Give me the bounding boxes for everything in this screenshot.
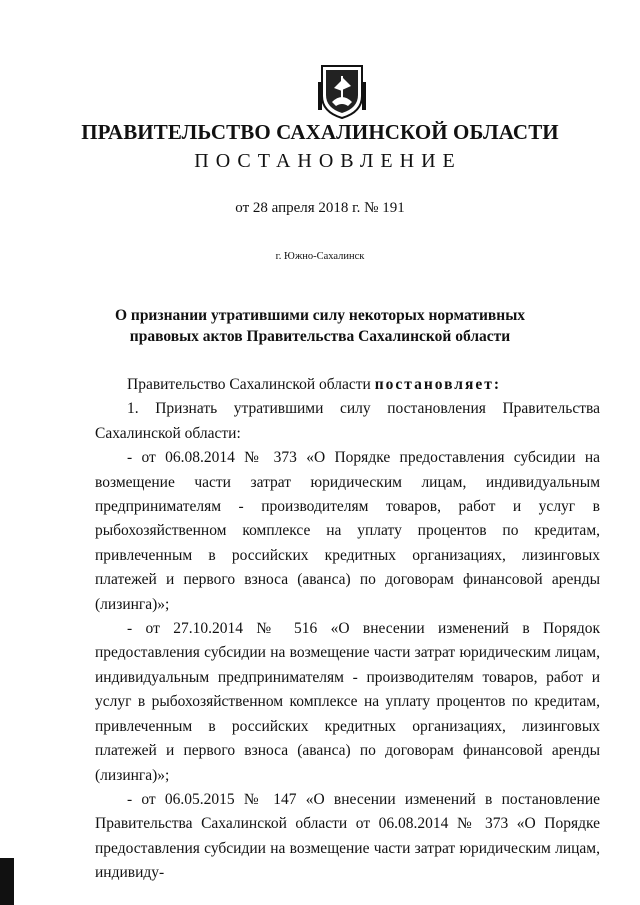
intro-verb: постановляет: xyxy=(374,376,502,393)
document-subject xyxy=(100,305,540,347)
act-1-paragraph: - от 06.08.2014 № 373 «О Порядке предоставления субсидии на возмещение части затрат юридическим лицам, индивидуальным предпринимателям - производителям товаров, работ и услуг в рыбохозяйственном комплексе на уплату процентов по кредитам, привлеченным в российских кредитных организациях, лизинговых платежей и первого взноса (аванса) по договорам финансовой аренды (лизинга)»; xyxy=(95,449,600,613)
intro-prefix: Правительство Сахалинской области xyxy=(127,376,371,393)
date-number: от 28 апреля 2018 г. № 191 xyxy=(235,200,405,216)
document-body xyxy=(95,373,600,886)
city-line: г. Южно-Сахалинск xyxy=(275,251,365,262)
subject-line-1: О признании утратившими силу некоторых нормативных xyxy=(114,307,526,324)
act-3-paragraph: - от 06.05.2015 № 147 «О внесении изменений в постановление Правительства Сахалинской области от 06.08.2014 № 373 «О Порядке предоставления субсидии на возмещение части затрат юридическим лицам, индивиду- xyxy=(95,790,600,882)
act-2-paragraph: - от 27.10.2014 № 516 «О внесении изменений в Порядок предоставления субсидии на возмещение части затрат юридическим лицам, индивидуальным предпринимателям - производителям товаров, работ и услуг в рыбохозяйственном комплексе на уплату процентов по кредитам, привлеченным в российских кредитных организациях, лизинговых платежей и первого взноса (аванса) по договорам финансовой аренды (лизинга)»; xyxy=(95,620,600,784)
document-type: ПОСТАНОВЛЕНИЕ xyxy=(194,150,462,172)
item-1-paragraph: 1. Признать утратившими силу постановления Правительства Сахалинской области: xyxy=(95,400,600,442)
intro-paragraph xyxy=(95,373,600,397)
government-title: ПРАВИТЕЛЬСТВО САХАЛИНСКОЙ ОБЛАСТИ xyxy=(81,120,559,144)
scan-edge-mark xyxy=(0,858,14,905)
subject-line-2: правовых актов Правительства Сахалинской области xyxy=(129,328,511,345)
coat-of-arms-icon xyxy=(318,62,366,120)
